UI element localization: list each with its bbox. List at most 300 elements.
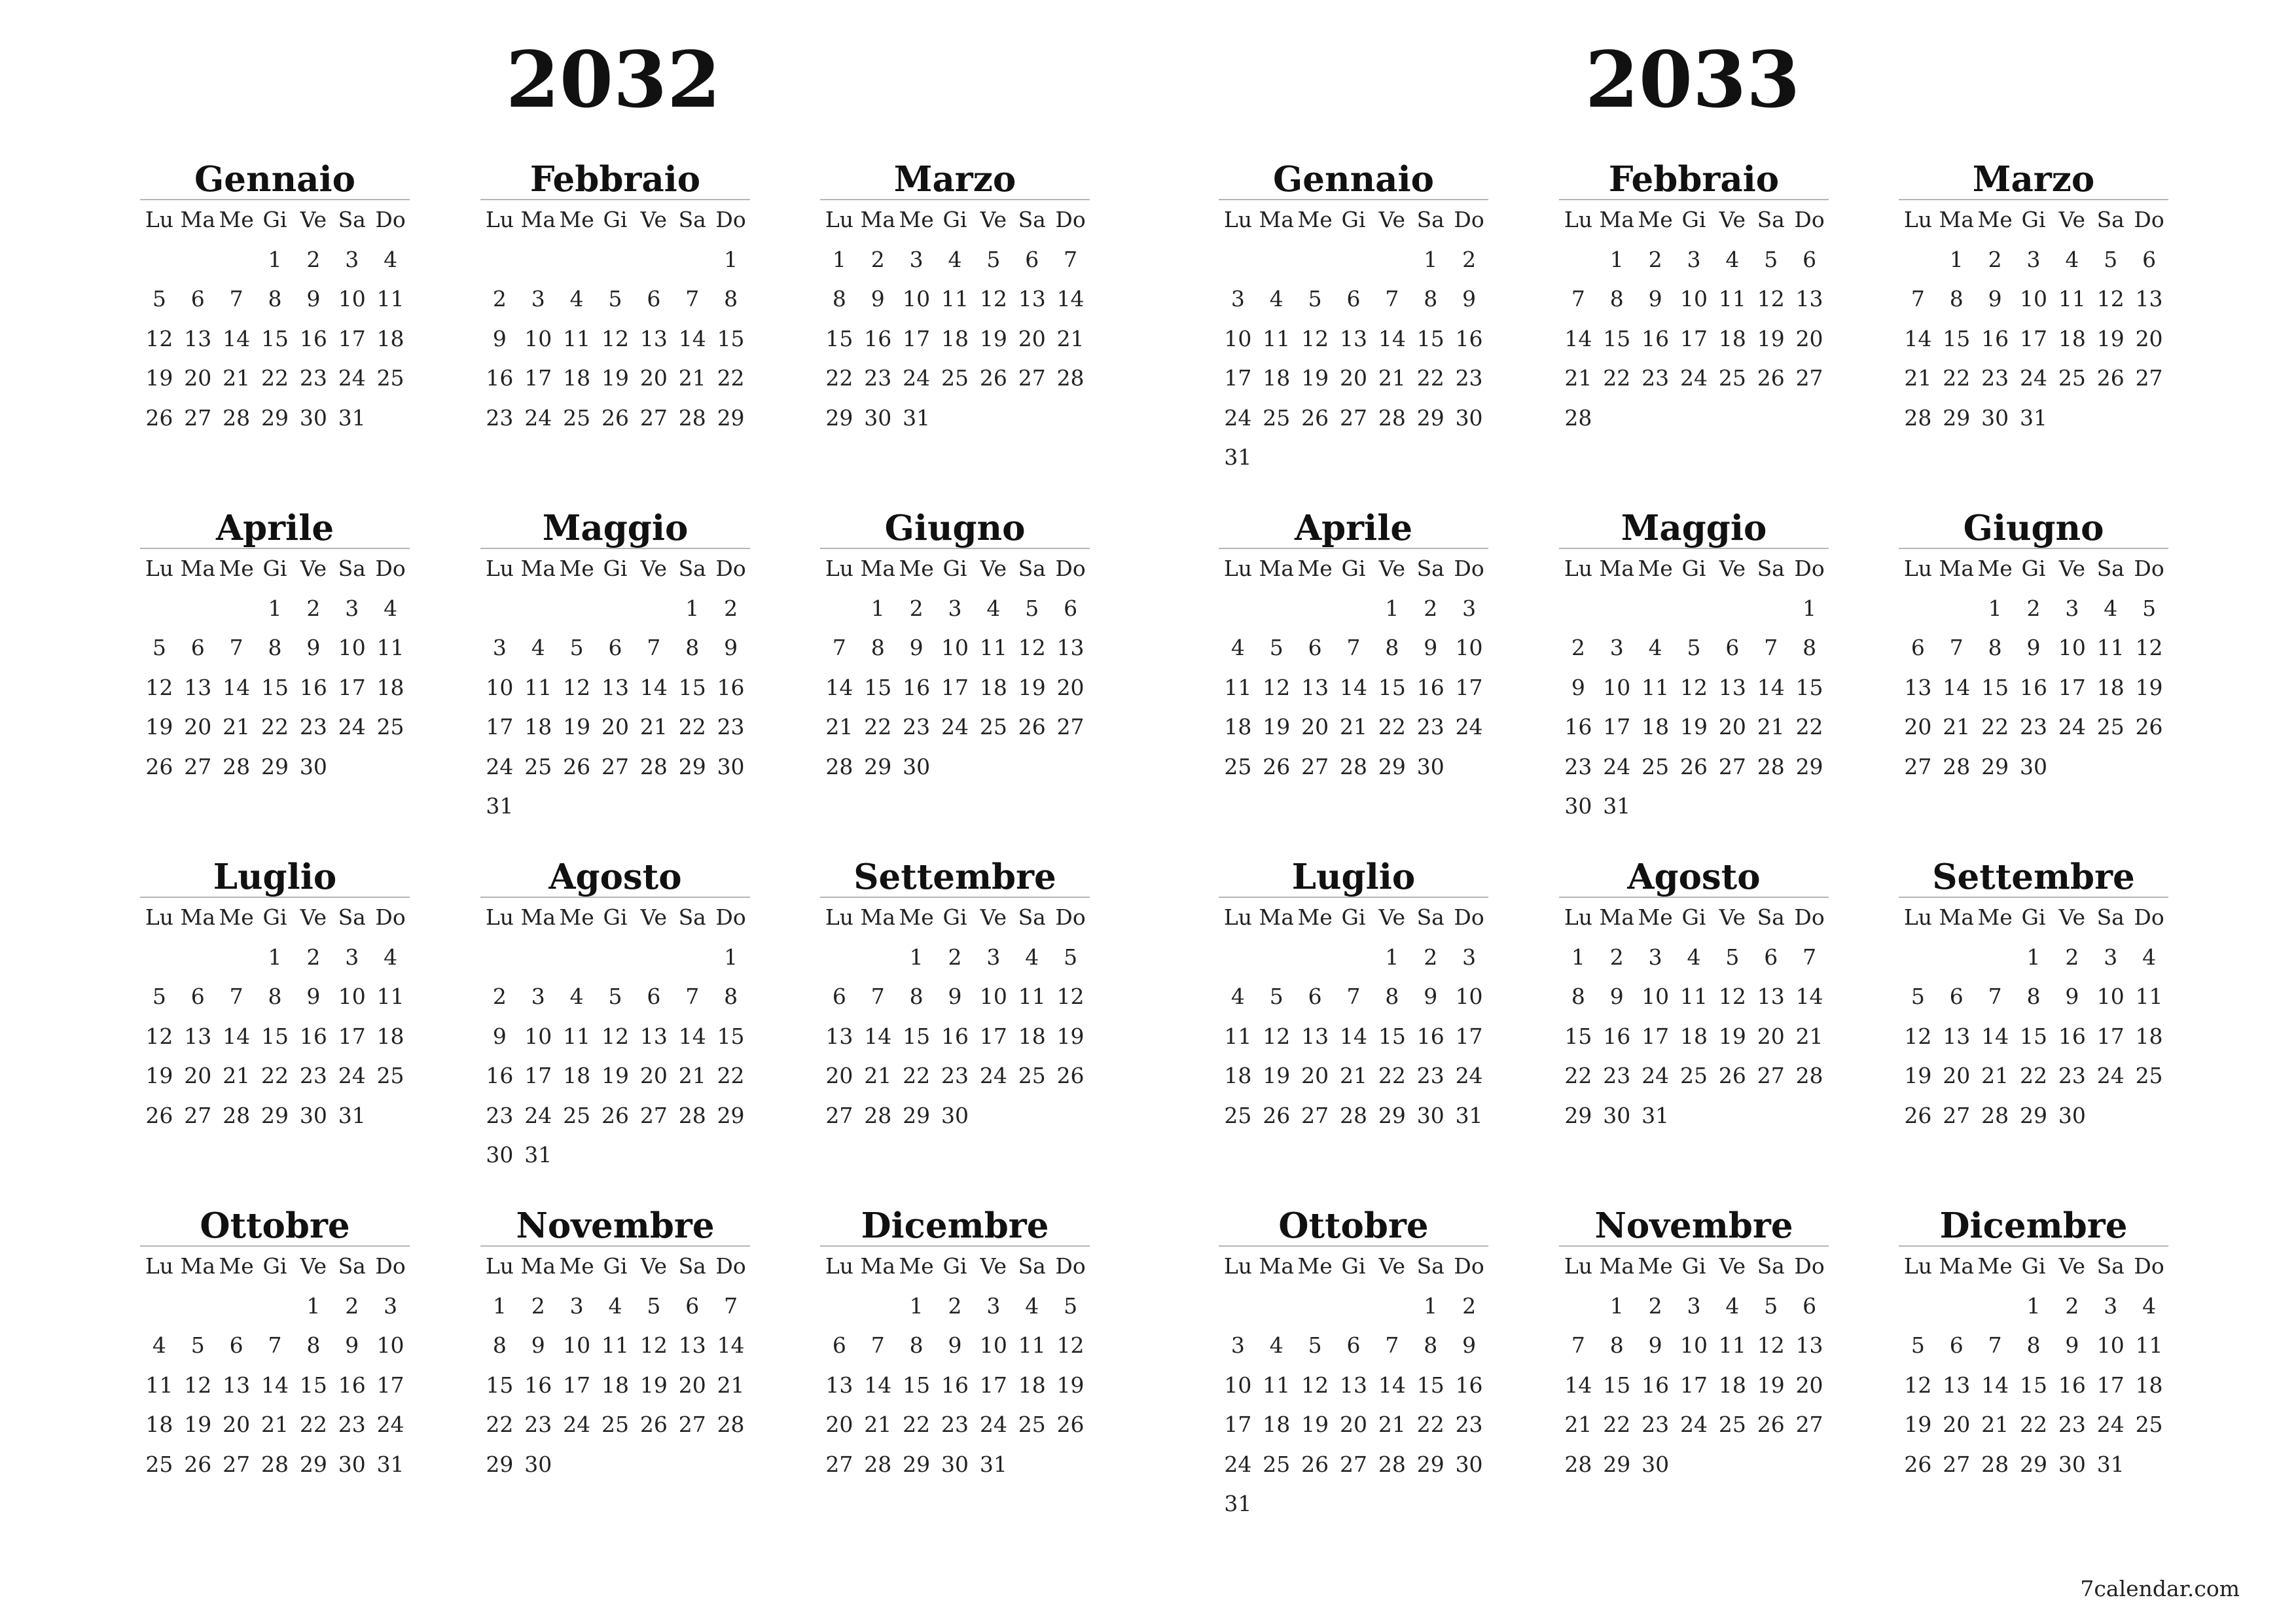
month-name: Settembre — [1899, 857, 2168, 898]
day-cell: 4 — [2142, 944, 2157, 970]
day-cell: 26 — [1056, 1412, 1085, 1437]
day-cell: 15 — [486, 1372, 514, 1398]
weekday-header: Sa — [678, 1253, 706, 1279]
day-cell: 16 — [1641, 325, 1670, 351]
weekday-header: Lu — [1564, 207, 1592, 232]
day-cell: 9 — [1571, 674, 1585, 700]
day-cell: 14 — [1339, 674, 1367, 700]
day-cell: 26 — [2135, 714, 2163, 740]
weekday-header: Do — [1454, 904, 1484, 930]
day-cell: 12 — [1018, 635, 1046, 660]
day-cell: 20 — [1718, 714, 1746, 740]
day-cell: 13 — [1018, 286, 1046, 312]
day-cell: 11 — [1718, 286, 1746, 312]
empty-day-cell — [1296, 1287, 1335, 1327]
day-cell: 11 — [2135, 1332, 2163, 1358]
day-cell: 3 — [1462, 595, 1477, 621]
day-cell: 11 — [1263, 325, 1291, 351]
day-cell: 23 — [299, 1063, 327, 1088]
day-cell: 19 — [1263, 1063, 1291, 1088]
day-cell: 27 — [1904, 753, 1932, 779]
day-cell: 2 — [2065, 944, 2079, 970]
month-calendar — [140, 857, 410, 1135]
day-cell: 14 — [260, 1372, 289, 1398]
empty-day-cell — [480, 938, 519, 978]
day-cell: 10 — [486, 674, 514, 700]
day-cell: 22 — [1564, 1063, 1592, 1088]
weekday-header: Gi — [1681, 904, 1706, 930]
day-cell: 14 — [223, 1023, 251, 1049]
weekday-header: Sa — [1018, 904, 1046, 930]
day-cell: 13 — [1718, 674, 1746, 700]
day-cell: 6 — [1346, 286, 1361, 312]
weekday-header: Ve — [640, 1253, 668, 1279]
weekday-header: Sa — [2096, 904, 2125, 930]
day-cell: 4 — [1269, 1332, 1283, 1358]
weekday-header: Gi — [603, 904, 628, 930]
day-cell: 12 — [1056, 984, 1085, 1009]
day-cell: 12 — [145, 325, 173, 351]
day-cell: 2 — [2065, 1293, 2079, 1319]
day-cell: 1 — [2026, 1293, 2041, 1319]
day-cell: 11 — [2058, 286, 2086, 312]
day-cell: 21 — [678, 1063, 706, 1088]
day-cell: 23 — [941, 1412, 969, 1437]
empty-day-cell — [1335, 938, 1373, 978]
day-cell: 18 — [1718, 325, 1746, 351]
day-cell: 14 — [717, 1332, 745, 1358]
day-cell: 15 — [299, 1372, 327, 1398]
month-name: Settembre — [820, 857, 1090, 898]
weekday-header: Lu — [485, 1253, 514, 1279]
day-cell: 12 — [1263, 674, 1291, 700]
day-cell: 20 — [1904, 714, 1932, 740]
day-cell: 5 — [608, 286, 622, 312]
day-cell: 30 — [1981, 404, 2009, 431]
empty-day-cell — [1335, 240, 1373, 280]
weekday-header: Ma — [1939, 904, 1974, 930]
day-cell: 20 — [1943, 1412, 1971, 1437]
day-cell: 25 — [1263, 1451, 1291, 1477]
day-cell: 5 — [1764, 246, 1778, 272]
day-cell: 22 — [486, 1412, 514, 1437]
day-cell: 28 — [825, 753, 853, 779]
day-cell: 12 — [1056, 1332, 1085, 1358]
weekday-header: Lu — [1223, 556, 1252, 581]
day-cell: 17 — [338, 674, 366, 700]
day-cell: 23 — [1455, 1412, 1483, 1437]
day-cell: 27 — [639, 404, 668, 431]
day-cell: 21 — [1056, 325, 1085, 351]
day-cell: 24 — [524, 1102, 552, 1128]
day-cell: 29 — [2019, 1451, 2047, 1477]
weekday-header: Do — [715, 904, 746, 930]
day-cell: 27 — [1056, 714, 1085, 740]
day-cell: 30 — [524, 1451, 552, 1477]
day-cell: 26 — [1263, 1102, 1291, 1128]
day-cell: 28 — [864, 1451, 892, 1477]
day-cell: 20 — [184, 1063, 212, 1088]
month-calendar — [1219, 508, 1488, 787]
day-cell: 14 — [1757, 674, 1785, 700]
day-cell: 26 — [1263, 753, 1291, 779]
empty-day-cell — [179, 938, 217, 978]
day-cell: 6 — [1803, 1293, 1817, 1319]
weekday-header: Sa — [338, 207, 366, 232]
weekday-header: Ve — [980, 556, 1007, 581]
day-cell: 27 — [184, 404, 212, 431]
weekday-header: Me — [899, 1253, 934, 1279]
day-cell: 8 — [268, 635, 282, 660]
weekday-header: Gi — [1681, 1253, 1706, 1279]
day-cell: 15 — [903, 1023, 931, 1049]
day-cell: 2 — [724, 595, 738, 621]
day-cell: 24 — [903, 365, 931, 391]
day-cell: 13 — [2135, 286, 2163, 312]
day-cell: 12 — [2135, 635, 2163, 660]
day-cell: 2 — [909, 595, 924, 621]
day-cell: 23 — [2019, 714, 2047, 740]
day-cell: 15 — [1981, 674, 2009, 700]
day-cell: 23 — [299, 714, 327, 740]
day-cell: 11 — [1018, 984, 1046, 1009]
weekday-header: Ma — [1599, 904, 1634, 930]
day-cell: 29 — [1564, 1102, 1592, 1128]
day-cell: 17 — [524, 365, 552, 391]
day-cell: 5 — [569, 635, 584, 660]
day-cell: 31 — [338, 1102, 366, 1128]
day-cell: 6 — [1725, 635, 1740, 660]
day-cell: 24 — [563, 1412, 591, 1437]
month-calendar — [820, 508, 1090, 787]
day-cell: 3 — [492, 635, 507, 660]
empty-day-cell — [1713, 589, 1751, 629]
day-cell: 1 — [1949, 246, 1964, 272]
month-name: Novembre — [480, 1206, 750, 1247]
month-grid — [1219, 200, 1488, 478]
empty-day-cell — [634, 938, 673, 978]
weekday-header: Do — [1055, 207, 1086, 232]
month-grid — [1899, 1247, 2168, 1484]
day-cell: 10 — [524, 325, 552, 351]
day-cell: 19 — [1757, 1372, 1785, 1398]
empty-day-cell — [859, 938, 897, 978]
weekday-header: Ma — [1599, 1253, 1634, 1279]
day-cell: 11 — [563, 1023, 591, 1049]
day-cell: 10 — [563, 1332, 591, 1358]
day-cell: 20 — [1301, 714, 1329, 740]
empty-day-cell — [217, 938, 256, 978]
weekday-header: Lu — [1564, 904, 1592, 930]
day-cell: 4 — [384, 246, 398, 272]
day-cell: 7 — [1988, 1332, 2002, 1358]
weekday-header: Gi — [2021, 207, 2046, 232]
weekday-header: Gi — [942, 556, 967, 581]
day-cell: 31 — [1224, 444, 1252, 470]
day-cell: 8 — [1949, 286, 1964, 312]
month-grid — [1219, 898, 1488, 1135]
day-cell: 15 — [260, 1023, 289, 1049]
day-cell: 23 — [2058, 1412, 2086, 1437]
day-cell: 8 — [1424, 286, 1438, 312]
day-cell: 14 — [1981, 1023, 2009, 1049]
day-cell: 25 — [979, 714, 1007, 740]
day-cell: 22 — [1981, 714, 2009, 740]
day-cell: 17 — [979, 1372, 1007, 1398]
day-cell: 13 — [184, 674, 212, 700]
day-cell: 24 — [1224, 1451, 1252, 1477]
weekday-header: Lu — [1903, 904, 1932, 930]
day-cell: 14 — [223, 674, 251, 700]
weekday-header: Me — [1297, 904, 1333, 930]
day-cell: 19 — [1056, 1372, 1085, 1398]
weekday-header: Ma — [180, 556, 215, 581]
day-cell: 7 — [1803, 944, 1817, 970]
day-cell: 15 — [1564, 1023, 1592, 1049]
empty-day-cell — [1372, 1287, 1411, 1327]
day-cell: 7 — [229, 286, 243, 312]
day-cell: 11 — [563, 325, 591, 351]
day-cell: 31 — [524, 1142, 552, 1168]
year-title: 2032 — [505, 34, 721, 125]
day-cell: 4 — [1648, 635, 1662, 660]
day-cell: 24 — [376, 1412, 404, 1437]
day-cell: 4 — [384, 595, 398, 621]
day-cell: 6 — [190, 286, 205, 312]
day-cell: 15 — [1795, 674, 1823, 700]
day-cell: 17 — [1224, 1412, 1252, 1437]
day-cell: 27 — [825, 1102, 853, 1128]
weekday-header: Ve — [1719, 904, 1746, 930]
day-cell: 2 — [306, 595, 321, 621]
day-cell: 9 — [1462, 1332, 1477, 1358]
day-cell: 8 — [870, 635, 885, 660]
day-cell: 18 — [376, 674, 404, 700]
day-cell: 13 — [1795, 1332, 1823, 1358]
day-cell: 30 — [486, 1142, 514, 1168]
day-cell: 28 — [1339, 753, 1367, 779]
weekday-header: Ma — [1939, 207, 1974, 232]
month-name: Novembre — [1559, 1206, 1829, 1247]
day-cell: 27 — [1795, 1412, 1823, 1437]
day-cell: 12 — [1301, 1372, 1329, 1398]
day-cell: 13 — [1795, 286, 1823, 312]
day-cell: 11 — [524, 674, 552, 700]
day-cell: 21 — [1378, 365, 1406, 391]
empty-day-cell — [217, 240, 256, 280]
weekday-header: Ve — [1719, 207, 1746, 232]
day-cell: 23 — [1455, 365, 1483, 391]
day-cell: 17 — [2096, 1372, 2125, 1398]
weekday-header: Do — [2134, 556, 2164, 581]
weekday-header: Lu — [825, 207, 853, 232]
day-cell: 3 — [2026, 246, 2041, 272]
day-cell: 3 — [2104, 944, 2118, 970]
day-cell: 24 — [2058, 714, 2086, 740]
day-cell: 2 — [1571, 635, 1585, 660]
empty-day-cell — [1296, 938, 1335, 978]
day-cell: 29 — [903, 1451, 931, 1477]
day-cell: 5 — [647, 1293, 661, 1319]
day-cell: 9 — [909, 635, 924, 660]
day-cell: 23 — [1641, 1412, 1670, 1437]
day-cell: 4 — [384, 944, 398, 970]
day-cell: 6 — [1949, 984, 1964, 1009]
day-cell: 16 — [1455, 325, 1483, 351]
day-cell: 24 — [1455, 714, 1483, 740]
day-cell: 11 — [1718, 1332, 1746, 1358]
day-cell: 19 — [2096, 325, 2125, 351]
day-cell: 22 — [299, 1412, 327, 1437]
weekday-header: Sa — [2096, 207, 2125, 232]
weekday-header: Gi — [603, 556, 628, 581]
weekday-header: Do — [2134, 1253, 2164, 1279]
day-cell: 6 — [647, 286, 661, 312]
month-name: Febbraio — [480, 160, 750, 200]
day-cell: 1 — [1988, 595, 2002, 621]
empty-day-cell — [634, 589, 673, 629]
day-cell: 6 — [1308, 984, 1322, 1009]
weekday-header: Ma — [1259, 1253, 1294, 1279]
day-cell: 26 — [601, 1102, 629, 1128]
day-cell: 27 — [1795, 365, 1823, 391]
day-cell: 10 — [1455, 984, 1483, 1009]
day-cell: 21 — [864, 1063, 892, 1088]
weekday-header: Me — [1977, 207, 2013, 232]
day-cell: 11 — [601, 1332, 629, 1358]
day-cell: 25 — [145, 1451, 173, 1477]
month-name: Maggio — [1559, 508, 1829, 549]
day-cell: 11 — [376, 635, 404, 660]
month-calendar — [1559, 857, 1829, 1135]
day-cell: 28 — [1564, 1451, 1592, 1477]
day-cell: 5 — [1269, 635, 1283, 660]
weekday-header: Ve — [1378, 1253, 1406, 1279]
day-cell: 16 — [903, 674, 931, 700]
day-cell: 25 — [2135, 1063, 2163, 1088]
day-cell: 31 — [2019, 404, 2047, 431]
day-cell: 26 — [1679, 753, 1708, 779]
day-cell: 29 — [717, 1102, 745, 1128]
day-cell: 6 — [1025, 246, 1039, 272]
day-cell: 2 — [492, 286, 507, 312]
day-cell: 10 — [1455, 635, 1483, 660]
month-name: Agosto — [1559, 857, 1829, 898]
month-calendar — [480, 857, 750, 1175]
weekday-header: Me — [219, 904, 254, 930]
day-cell: 7 — [1910, 286, 1925, 312]
day-cell: 17 — [338, 325, 366, 351]
day-cell: 9 — [724, 635, 738, 660]
day-cell: 4 — [608, 1293, 622, 1319]
day-cell: 3 — [1609, 635, 1624, 660]
day-cell: 14 — [1981, 1372, 2009, 1398]
day-cell: 24 — [486, 753, 514, 779]
weekday-header: Gi — [603, 207, 628, 232]
day-cell: 8 — [909, 1332, 924, 1358]
month-name: Aprile — [140, 508, 410, 549]
month-name: Gennaio — [140, 160, 410, 200]
day-cell: 29 — [2019, 1102, 2047, 1128]
empty-day-cell — [1976, 938, 2015, 978]
day-cell: 30 — [1416, 753, 1444, 779]
month-grid — [820, 200, 1090, 438]
month-calendar — [1899, 508, 2168, 787]
day-cell: 17 — [563, 1372, 591, 1398]
day-cell: 15 — [825, 325, 853, 351]
day-cell: 4 — [1269, 286, 1283, 312]
empty-day-cell — [1257, 589, 1296, 629]
empty-day-cell — [179, 589, 217, 629]
day-cell: 23 — [338, 1412, 366, 1437]
day-cell: 23 — [717, 714, 745, 740]
empty-day-cell — [140, 240, 179, 280]
weekday-header: Sa — [338, 556, 366, 581]
day-cell: 15 — [1603, 1372, 1631, 1398]
day-cell: 2 — [306, 944, 321, 970]
day-cell: 17 — [941, 674, 969, 700]
day-cell: 8 — [1609, 286, 1624, 312]
day-cell: 1 — [306, 1293, 321, 1319]
day-cell: 3 — [986, 944, 1001, 970]
month-name: Ottobre — [140, 1206, 410, 1247]
day-cell: 11 — [1018, 1332, 1046, 1358]
month-name: Aprile — [1219, 508, 1488, 549]
day-cell: 7 — [1988, 984, 2002, 1009]
day-cell: 14 — [1943, 674, 1971, 700]
day-cell: 8 — [1803, 635, 1817, 660]
day-cell: 2 — [2026, 595, 2041, 621]
day-cell: 23 — [1416, 1063, 1444, 1088]
weekday-header: Me — [899, 207, 934, 232]
day-cell: 10 — [979, 984, 1007, 1009]
day-cell: 22 — [864, 714, 892, 740]
day-cell: 22 — [825, 365, 853, 391]
day-cell: 15 — [260, 674, 289, 700]
day-cell: 7 — [1064, 246, 1078, 272]
day-cell: 3 — [345, 595, 359, 621]
day-cell: 1 — [1571, 944, 1585, 970]
day-cell: 23 — [1981, 365, 2009, 391]
day-cell: 27 — [1339, 1451, 1367, 1477]
day-cell: 5 — [1687, 635, 1701, 660]
weekday-header: Ma — [520, 1253, 556, 1279]
day-cell: 2 — [948, 944, 962, 970]
weekday-header: Ve — [2058, 1253, 2086, 1279]
empty-day-cell — [1899, 589, 1937, 629]
empty-day-cell — [634, 240, 673, 280]
day-cell: 13 — [1339, 1372, 1367, 1398]
day-cell: 7 — [1764, 635, 1778, 660]
day-cell: 28 — [1757, 753, 1785, 779]
day-cell: 3 — [569, 1293, 584, 1319]
day-cell: 9 — [2065, 1332, 2079, 1358]
month-calendar — [1219, 160, 1488, 478]
day-cell: 17 — [524, 1063, 552, 1088]
day-cell: 21 — [1564, 1412, 1592, 1437]
day-cell: 11 — [1263, 1372, 1291, 1398]
day-cell: 18 — [1224, 1063, 1252, 1088]
day-cell: 14 — [864, 1372, 892, 1398]
day-cell: 1 — [1385, 944, 1399, 970]
day-cell: 26 — [639, 1412, 668, 1437]
day-cell: 4 — [1687, 944, 1701, 970]
day-cell: 29 — [260, 1102, 289, 1128]
day-cell: 8 — [685, 635, 700, 660]
month-name: Maggio — [480, 508, 750, 549]
weekday-header: Me — [559, 556, 594, 581]
day-cell: 13 — [678, 1332, 706, 1358]
